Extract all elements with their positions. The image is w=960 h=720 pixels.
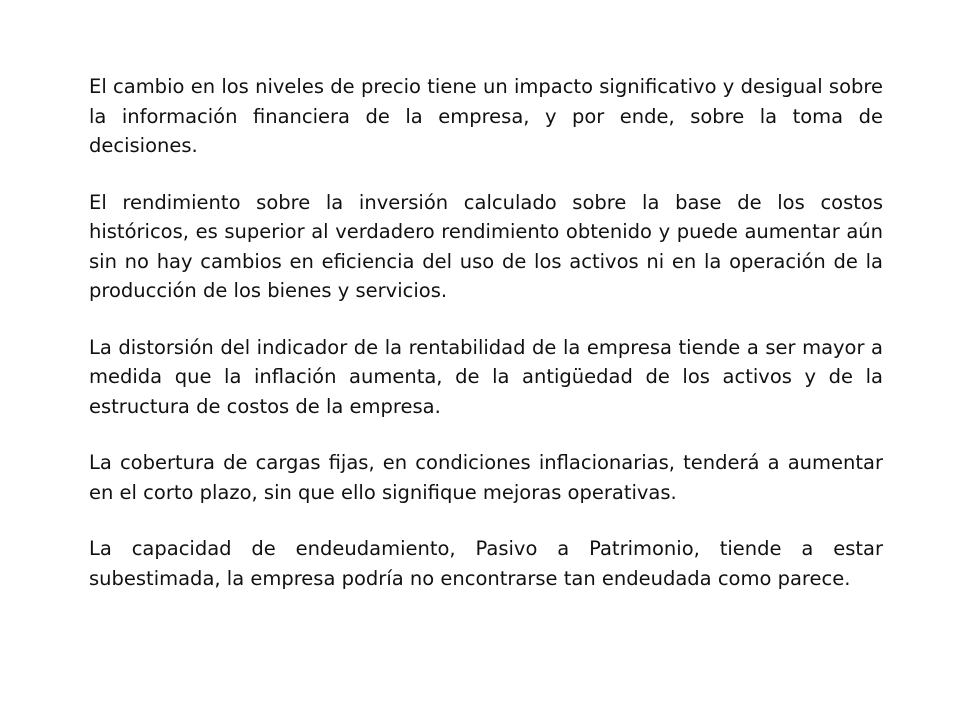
text-body bbox=[89, 72, 883, 620]
paragraph-debt-capacity: La capacidad de endeudamiento, Pasivo a Patrimonio, tiende a estar subestimada, la empresa podría no encontrarse tan endeudada como parece. bbox=[89, 537, 883, 590]
paragraph-fixed-charge-coverage: La cobertura de cargas fijas, en condiciones inflacionarias, tenderá a aumentar en el corto plazo, sin que ello signifique mejoras operativas. bbox=[89, 451, 883, 504]
paragraph-profitability-distortion: La distorsión del indicador de la rentabilidad de la empresa tiende a ser mayor a medida que la inflación aumenta, de la antigüedad de los activos y de la estructura de costos de la empresa. bbox=[89, 335, 883, 418]
paragraph-return-on-investment: El rendimiento sobre la inversión calculado sobre la base de los costos históricos, es superior al verdadero rendimiento obtenido y puede aumentar aún sin no hay cambios en eficiencia del uso de los activos ni en la operación de la producción de los bienes y servicios. bbox=[89, 190, 883, 302]
paragraph-price-level-impact: El cambio en los niveles de precio tiene un impacto significativo y desigual sobre la información financiera de la empresa, y por ende, sobre la toma de decisiones. bbox=[89, 75, 883, 157]
